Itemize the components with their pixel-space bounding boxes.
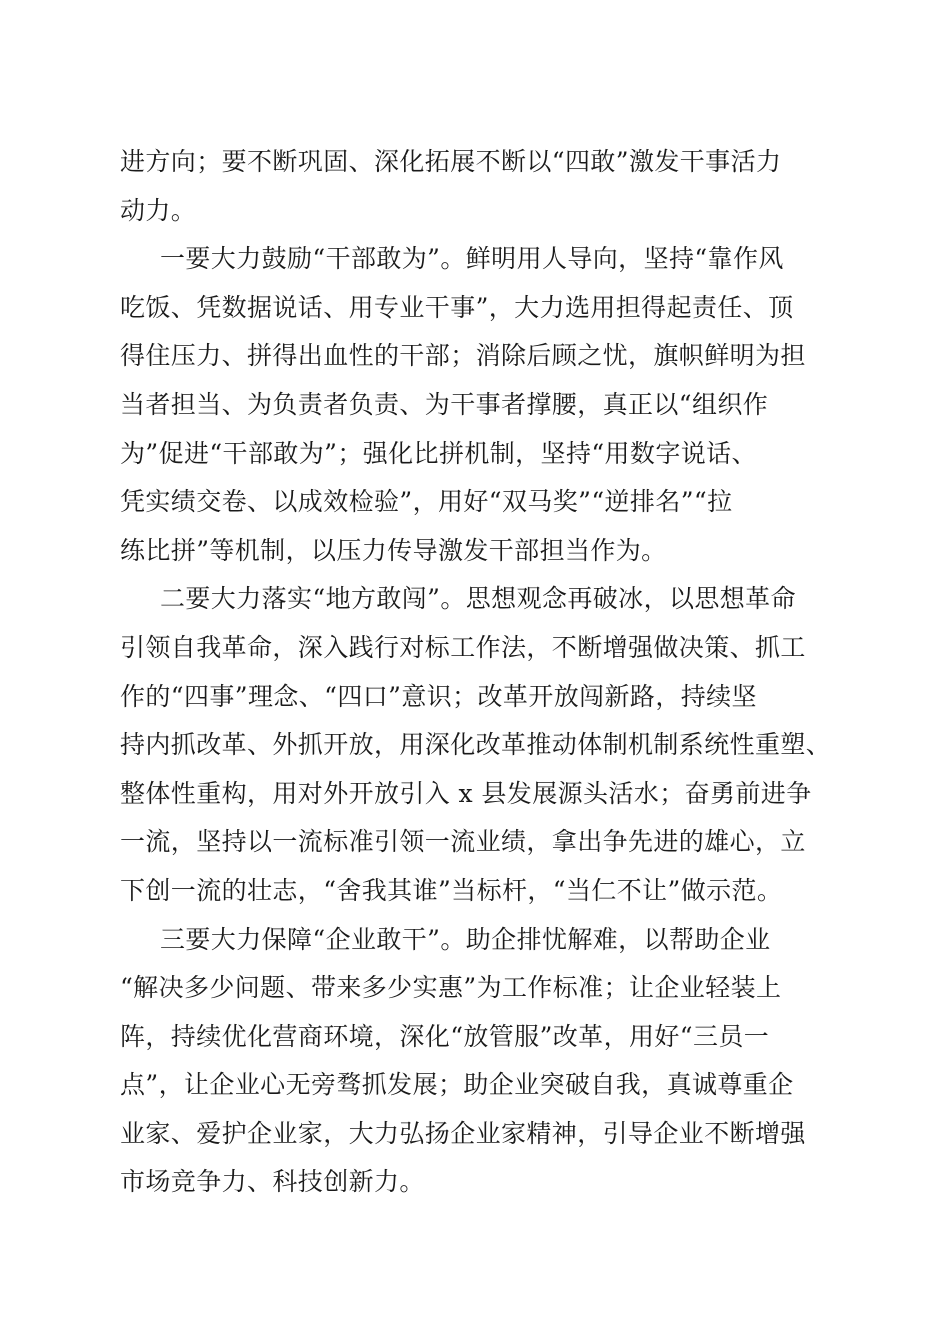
body-text (120, 138, 840, 1207)
text-line: 练比拼”等机制，以压力传导激发干部担当作为。 (120, 535, 667, 565)
text-line: 整体性重构，用对外开放引入 x 县发展源头活水；奋勇前进争 (120, 778, 812, 808)
text-line: 为”促进“干部敢为”；强化比拼机制，坚持“用数字说话、 (120, 438, 757, 468)
text-line: 凭实绩交卷、以成效检验”，用好“双马奖”“逆排名”“拉 (120, 487, 733, 517)
text-line: 吃饭、凭数据说话、用专业干事”，大力选用担得起责任、顶 (120, 292, 794, 322)
text-line: “解决多少问题、带来多少实惠”为工作标准；让企业轻装上 (120, 973, 782, 1003)
text-line: 当者担当、为负责者负责、为干事者撑腰，真正以“组织作 (120, 389, 769, 419)
text-line: 一流，坚持以一流标准引领一流业绩，拿出争先进的雄心，立 (120, 827, 806, 857)
text-line: 业家、爱护企业家，大力弘扬企业家精神，引导企业不断增强 (120, 1118, 806, 1148)
text-line: 点”，让企业心无旁骛抓发展；助企业突破自我，真诚尊重企 (120, 1070, 794, 1100)
text-line: 进方向；要不断巩固、深化拓展不断以“四敢”激发干事活力 (120, 147, 782, 176)
text-line: 市场竞争力、科技创新力。 (120, 1167, 425, 1197)
paragraph-1-first-line: 一要大力鼓励“干部敢为”。鲜明用人导向，坚持“靠作风 (160, 244, 784, 274)
text-line: 引领自我革命，深入践行对标工作法，不断增强做决策、抓工 (120, 632, 806, 662)
text-line: 动力。 (120, 195, 197, 225)
text-line: 得住压力、拼得出血性的干部；消除后顾之忧，旗帜鲜明为担 (120, 341, 806, 371)
text-line: 作的“四事”理念、“四口”意识；改革开放闯新路，持续坚 (120, 681, 757, 711)
text-line: 阵，持续优化营商环境，深化“放管服”改革，用好“三员一 (120, 1021, 770, 1051)
text-line: 持内抓改革、外抓开放，用深化改革推动体制机制系统性重塑、 (120, 730, 832, 760)
text-line: 下创一流的壮志，“舍我其谁”当标杆，“当仁不让”做示范。 (120, 875, 783, 905)
paragraph-3-first-line: 三要大力保障“企业敢干”。助企排忧解难，以帮助企业 (160, 924, 771, 954)
paragraph-2-first-line: 二要大力落实“地方敢闯”。思想观念再破冰，以思想革命 (160, 584, 796, 614)
